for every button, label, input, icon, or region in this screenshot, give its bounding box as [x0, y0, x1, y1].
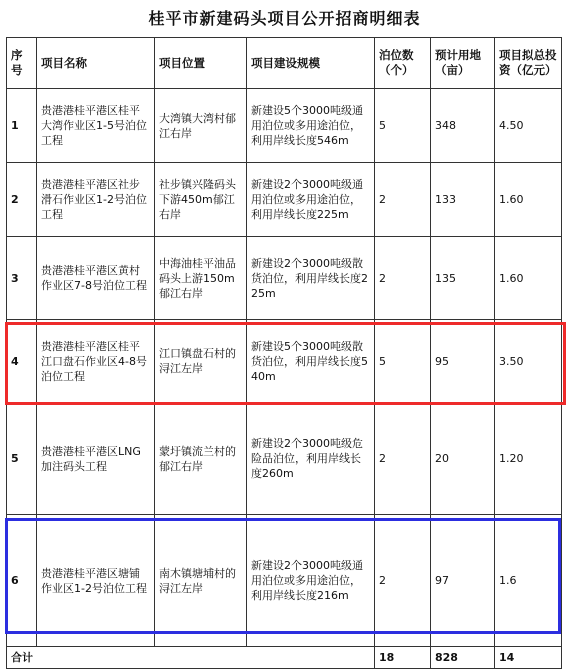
row-land: 348	[431, 89, 495, 163]
header-no: 序号	[7, 38, 37, 89]
row-land: 95	[431, 320, 495, 403]
row-scale: 新建设5个3000吨级散货泊位，利用岸线长度540m	[247, 320, 375, 403]
total-row	[7, 647, 562, 669]
row-name: 贵港港桂平港区黄村作业区7-8号泊位工程	[37, 237, 155, 320]
row-no: 2	[7, 163, 37, 237]
row-invest: 1.6	[495, 515, 562, 647]
table-row	[7, 403, 562, 515]
row-name: 贵港港桂平港区桂平大湾作业区1-5号泊位工程	[37, 89, 155, 163]
page-title: 桂平市新建码头项目公开招商明细表	[148, 9, 421, 28]
row-scale: 新建设5个3000吨级通用泊位或多用途泊位，利用岸线长度546m	[247, 89, 375, 163]
row-invest: 3.50	[495, 320, 562, 403]
row-berths: 2	[375, 237, 431, 320]
row-berths: 5	[375, 320, 431, 403]
total-invest: 14	[495, 647, 562, 669]
row-berths: 2	[375, 163, 431, 237]
row-no: 6	[7, 515, 37, 647]
table-row	[7, 237, 562, 320]
row-scale: 新建设2个3000吨级通用泊位或多用途泊位，利用岸线长度216m	[247, 515, 375, 647]
row-no: 3	[7, 237, 37, 320]
project-table	[6, 37, 562, 669]
row-no: 5	[7, 403, 37, 515]
total-berths: 18	[375, 647, 431, 669]
row-no: 4	[7, 320, 37, 403]
row-name: 贵港港桂平港区塘铺作业区1-2号泊位工程	[37, 515, 155, 647]
header-name: 项目名称	[37, 38, 155, 89]
row-scale: 新建设2个3000吨级散货泊位，利用岸线长度225m	[247, 237, 375, 320]
table-row	[7, 320, 562, 403]
row-location: 江口镇盘石村的浔江左岸	[155, 320, 247, 403]
row-invest: 1.20	[495, 403, 562, 515]
row-name: 贵港港桂平港区社步滑石作业区1-2号泊位工程	[37, 163, 155, 237]
row-location: 南木镇塘埔村的浔江左岸	[155, 515, 247, 647]
header-berths: 泊位数（个）	[375, 38, 431, 89]
row-land: 20	[431, 403, 495, 515]
row-berths: 5	[375, 89, 431, 163]
row-scale: 新建设2个3000吨级通用泊位或多用途泊位，利用岸线长度225m	[247, 163, 375, 237]
row-no: 1	[7, 89, 37, 163]
row-location: 蒙圩镇流兰村的郁江右岸	[155, 403, 247, 515]
row-berths: 2	[375, 515, 431, 647]
header-land: 预计用地（亩）	[431, 38, 495, 89]
total-land: 828	[431, 647, 495, 669]
row-invest: 1.60	[495, 237, 562, 320]
header-location: 项目位置	[155, 38, 247, 89]
row-berths: 2	[375, 403, 431, 515]
row-invest: 1.60	[495, 163, 562, 237]
table-row	[7, 515, 562, 647]
table-row	[7, 163, 562, 237]
row-location: 社步镇兴隆码头下游450m郁江右岸	[155, 163, 247, 237]
header-row	[7, 38, 562, 89]
row-invest: 4.50	[495, 89, 562, 163]
row-name: 贵港港桂平港区LNG加注码头工程	[37, 403, 155, 515]
row-scale: 新建设2个3000吨级危险品泊位，利用岸线长度260m	[247, 403, 375, 515]
total-label: 合计	[7, 647, 375, 669]
row-land: 135	[431, 237, 495, 320]
row-land: 133	[431, 163, 495, 237]
table-row	[7, 89, 562, 163]
row-location: 中海油桂平油品码头上游150m郁江右岸	[155, 237, 247, 320]
row-name: 贵港港桂平港区桂平江口盘石作业区4-8号泊位工程	[37, 320, 155, 403]
row-location: 大湾镇大湾村郁江右岸	[155, 89, 247, 163]
row-land: 97	[431, 515, 495, 647]
header-invest: 项目拟总投资（亿元）	[495, 38, 562, 89]
header-scale: 项目建设规模	[247, 38, 375, 89]
